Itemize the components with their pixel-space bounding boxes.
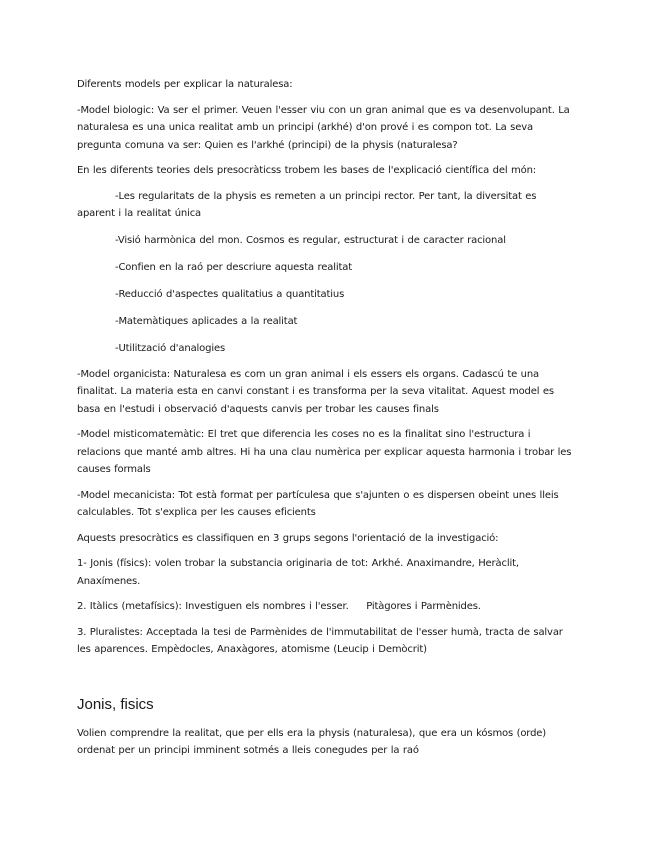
list-item: -Reducció d'aspectes qualitatius a quantitatius bbox=[115, 289, 345, 300]
paragraph-jonis: Volien comprendre la realitat, que per ells era la physis (naturalesa), que era un kósmos (orde) ordenat per un principi imminent sotmés a lleis conegudes per la raó bbox=[77, 727, 547, 756]
list-item: -Confien en la raó per descriure aquesta realitat bbox=[115, 262, 353, 273]
paragraph-model-organicista: -Model organicista: Naturalesa es com un gran animal i els essers els organs. Cadascú te una finalitat. La materia esta en canvi constant i es transforma per la seva vitalitat. Aquest model es basa en l'estudi i observació d'aquests canvis per trobar les causes finals bbox=[77, 368, 554, 415]
section-heading-jonis: Jonis, fisics bbox=[77, 695, 154, 713]
paragraph-model-misticomatematic: -Model misticomatemàtic: El tret que diferencia les coses no es la finalitat sino l'estructura i relacions que manté amb altres. Hi ha una clau numèrica per explicar aquesta harmonia i trobar les causes formals bbox=[77, 429, 572, 475]
paragraph-grup-2: 2. Itàlics (metafísics): Investiguen els nombres i l'esser. Pitàgores i Parmènides. bbox=[77, 601, 481, 612]
paragraph-model-mecanicista: -Model mecanicista: Tot està format per partículesa que s'ajunten o es dispersen obeint unes lleis calculables. Tot s'explica per les causes eficients bbox=[77, 489, 559, 518]
intro-line: Diferents models per explicar la naturalesa: bbox=[77, 79, 293, 90]
paragraph-grup-1: 1- Jonis (físics): volen trobar la substancia originaria de tot: Arkhé. Anaximandre, Heràclit, Anaxímenes. bbox=[77, 558, 519, 587]
paragraph-grup-3: 3. Pluralistes: Acceptada la tesi de Parmènides de l'immutabilitat de l'esser humà, tracta de salvar les aparences. Empèdocles, Anaxàgores, atomisme (Leucip i Demòcrit) bbox=[77, 626, 563, 655]
paragraph-grups-intro: Aquests presocràtics es classifiquen en 3 grups segons l'orientació de la investigació: bbox=[77, 532, 499, 544]
list-item: -Les regularitats de la physis es remeten a un principi rector. Per tant, la diversitat es aparent i la realitat única bbox=[77, 190, 537, 219]
list-item: -Utilització d'analogies bbox=[115, 343, 226, 354]
document-page bbox=[77, 76, 577, 760]
list-item: -Matemàtiques aplicades a la realitat bbox=[115, 316, 298, 327]
list-item: -Visió harmònica del mon. Cosmos es regular, estructurat i de caracter racional bbox=[115, 235, 506, 246]
paragraph-model-biologic: -Model biologic: Va ser el primer. Veuen l'esser viu con un gran animal que es va desenvolupant. La naturalesa es una unica realitat amb un principi (arkhé) d'on prové i es compon tot. La seva pregunta comuna va ser: Quien es l'arkhé (principi) de la physis (naturalesa? bbox=[77, 104, 570, 151]
paragraph-teories-intro: En les diferents teories dels presocràticss trobem les bases de l'explicació científica del món: bbox=[77, 165, 536, 176]
